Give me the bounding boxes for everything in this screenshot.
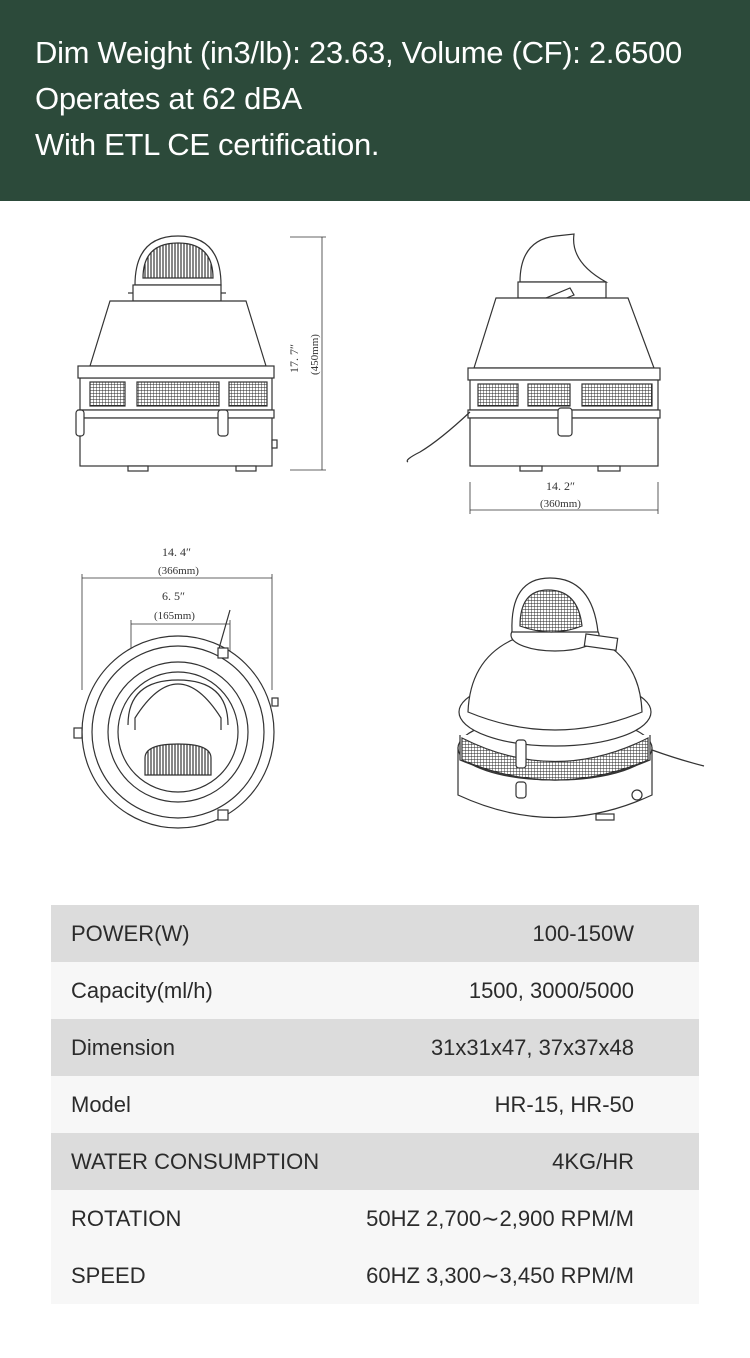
side-width-in-label: 14. 2″	[546, 479, 575, 493]
spec-value: 1500, 3000/5000	[468, 977, 634, 1003]
spec-label: Capacity(ml/h)	[71, 977, 213, 1003]
top-inner-mm-label: (165mm)	[154, 610, 195, 622]
table-row	[51, 1076, 699, 1133]
technical-drawings	[0, 201, 750, 901]
spec-label: WATER CONSUMPTION	[71, 1148, 320, 1174]
side-width-mm-label: (360mm)	[540, 498, 581, 510]
spec-value: 100-150W	[532, 920, 634, 946]
front-height-in-label: 17. 7″	[287, 344, 301, 373]
table-row	[51, 1019, 699, 1076]
spec-table	[51, 905, 699, 1304]
top-outer-in-label: 14. 4″	[162, 545, 191, 559]
table-row	[51, 962, 699, 1019]
dim-weight-line: Dim Weight (in3/lb): 23.63, Volume (CF): 2.6500	[35, 35, 682, 70]
table-row	[51, 1190, 699, 1247]
header-text	[35, 30, 682, 168]
spec-label: ROTATION	[71, 1205, 182, 1231]
spec-label: Dimension	[71, 1034, 175, 1060]
certification-line: With ETL CE certification.	[35, 127, 380, 162]
table-row	[51, 1247, 699, 1304]
spec-value: 4KG/HR	[552, 1148, 634, 1174]
side-view-drawing	[407, 234, 660, 514]
front-height-mm-label: (450mm)	[309, 334, 321, 375]
spec-value: 60HZ 3,300∼3,450 RPM/M	[366, 1262, 634, 1288]
spec-label: Model	[71, 1091, 131, 1117]
header-banner	[0, 0, 750, 201]
spec-label: POWER(W)	[71, 920, 190, 946]
spec-label: SPEED	[71, 1262, 146, 1288]
noise-line: Operates at 62 dBA	[35, 81, 302, 116]
spec-value: 50HZ 2,700∼2,900 RPM/M	[366, 1205, 634, 1231]
top-inner-in-label: 6. 5″	[162, 589, 185, 603]
spec-value: 31x31x47, 37x37x48	[430, 1034, 634, 1060]
isometric-view-drawing	[458, 578, 704, 820]
table-row	[51, 1133, 699, 1190]
table-row	[51, 905, 699, 962]
spec-value: HR-15, HR-50	[494, 1091, 634, 1117]
top-outer-mm-label: (366mm)	[158, 565, 199, 577]
